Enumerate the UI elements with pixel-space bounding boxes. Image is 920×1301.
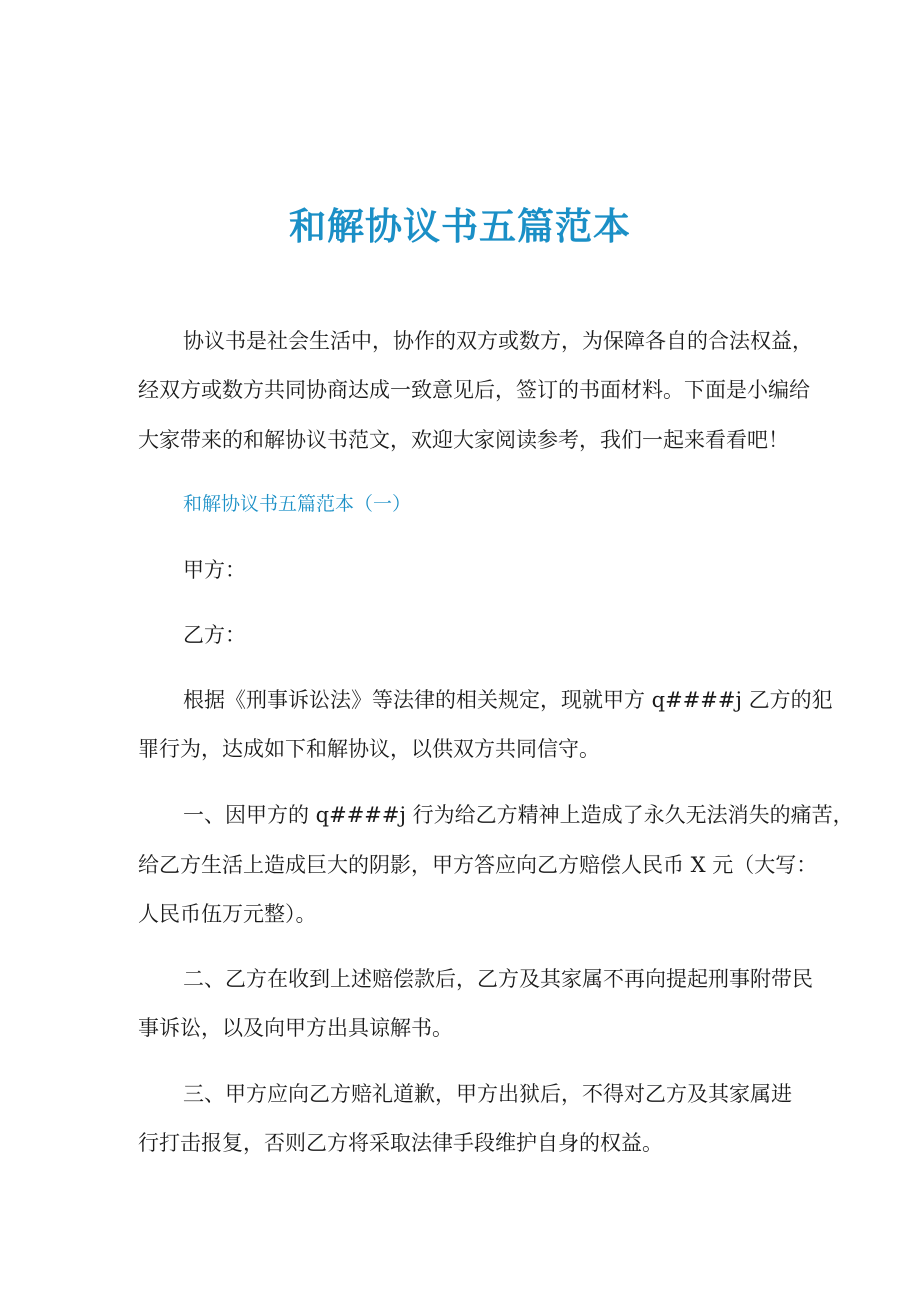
party-b-label: 乙方： [183, 623, 246, 647]
basis-line: 罪行为，达成如下和解协议，以供双方共同信守。 [138, 737, 600, 761]
clause-1-line: 一、因甲方的 q####j 行为给乙方精神上造成了永久无法消失的痛苦， [183, 803, 854, 827]
intro-line: 经双方或数方共同协商达成一致意见后，签订的书面材料。下面是小编给 [138, 378, 810, 402]
basis-line: 根据《刑事诉讼法》等法律的相关规定，现就甲方 q####j 乙方的犯 [183, 688, 833, 712]
intro-line: 协议书是社会生活中，协作的双方或数方，为保障各自的合法权益， [183, 329, 813, 353]
clause-3-line: 三、甲方应向乙方赔礼道歉，甲方出狱后，不得对乙方及其家属进 [183, 1082, 792, 1106]
clause-2-line: 二、乙方在收到上述赔偿款后，乙方及其家属不再向提起刑事附带民 [183, 967, 813, 991]
document-title: 和解协议书五篇范本 [289, 205, 631, 248]
clause-1-line: 给乙方生活上造成巨大的阴影，甲方答应向乙方赔偿人民币 X 元（大写： [138, 853, 818, 877]
intro-line: 大家带来的和解协议书范文，欢迎大家阅读参考，我们一起来看看吧！ [138, 428, 789, 452]
party-a-label: 甲方： [183, 558, 246, 582]
section-heading: 和解协议书五篇范本（一） [183, 493, 412, 515]
clause-1-line: 人民币伍万元整）。 [138, 902, 317, 926]
clause-2-line: 事诉讼，以及向甲方出具谅解书。 [138, 1016, 453, 1040]
clause-3-line: 行打击报复，否则乙方将采取法律手段维护自身的权益。 [138, 1131, 663, 1155]
